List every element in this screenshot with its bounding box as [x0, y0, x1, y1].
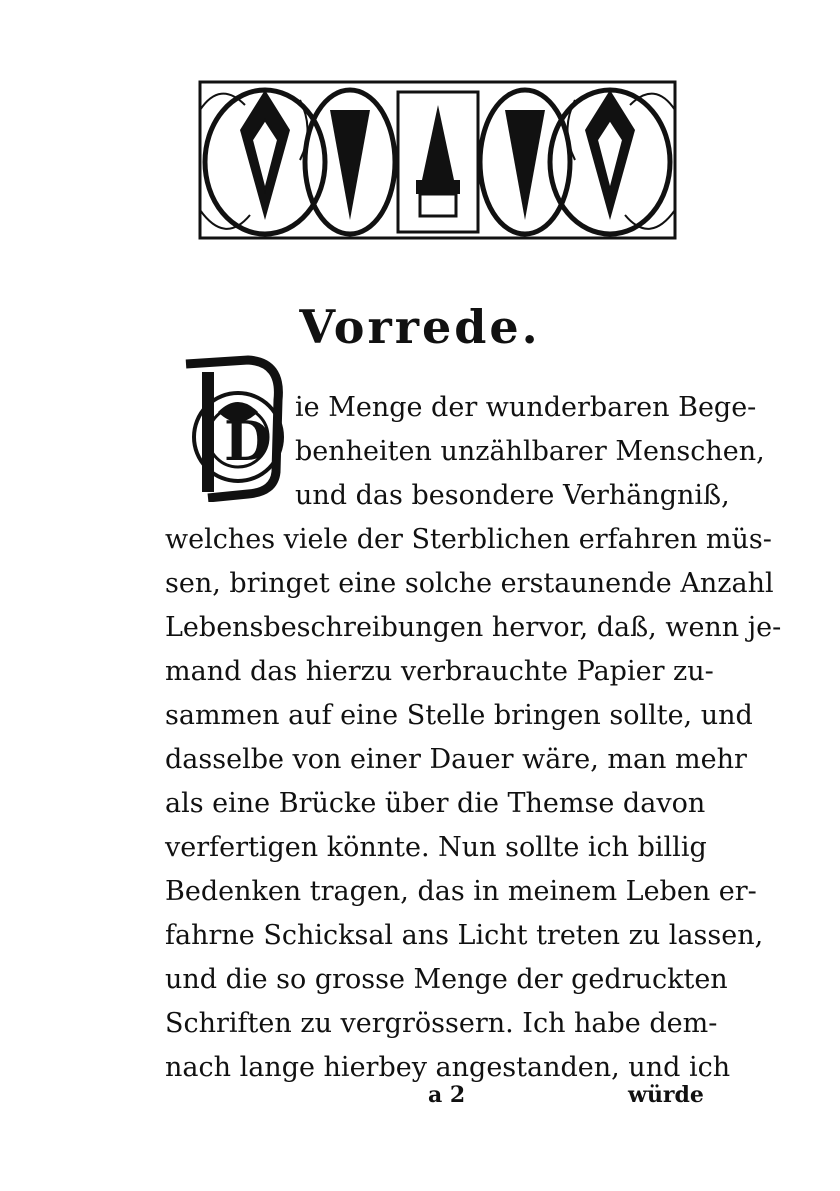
page-title: Vorrede.	[299, 300, 541, 354]
text-line: ie Menge der wunderbaren Bege-	[295, 392, 757, 423]
text-line: verfertigen könnte. Nun sollte ich billig	[165, 832, 707, 863]
text-line: und das besondere Verhängniß,	[295, 480, 730, 511]
text-line: nach lange hierbey angestanden, und ich	[165, 1052, 731, 1083]
text-line: als eine Brücke über die Themse davon	[165, 788, 706, 819]
text-line: fahrne Schicksal ans Licht treten zu lassen,	[165, 920, 764, 951]
drop-cap-letter: D	[224, 409, 271, 473]
text-line: sammen auf eine Stelle bringen sollte, und	[165, 700, 753, 731]
text-line: benheiten unzählbarer Menschen,	[295, 436, 765, 467]
drop-cap-initial	[178, 352, 286, 502]
text-line: Lebensbeschreibungen hervor, daß, wenn je-	[165, 612, 782, 643]
text-line: Bedenken tragen, das in meinem Leben er-	[165, 876, 757, 907]
text-line: mand das hierzu verbrauchte Papier zu-	[165, 656, 714, 687]
text-line: Schriften zu vergrössern. Ich habe dem-	[165, 1008, 718, 1039]
catchword: würde	[628, 1082, 704, 1108]
printer-signature: a 2	[428, 1082, 466, 1108]
text-line: und die so grosse Menge der gedruckten	[165, 964, 728, 995]
text-line: sen, bringet eine solche erstaunende Anzahl	[165, 568, 774, 599]
text-line: welches viele der Sterblichen erfahren müs-	[165, 524, 772, 555]
ornamental-headpiece	[180, 70, 695, 250]
text-line: dasselbe von einer Dauer wäre, man mehr	[165, 744, 747, 775]
